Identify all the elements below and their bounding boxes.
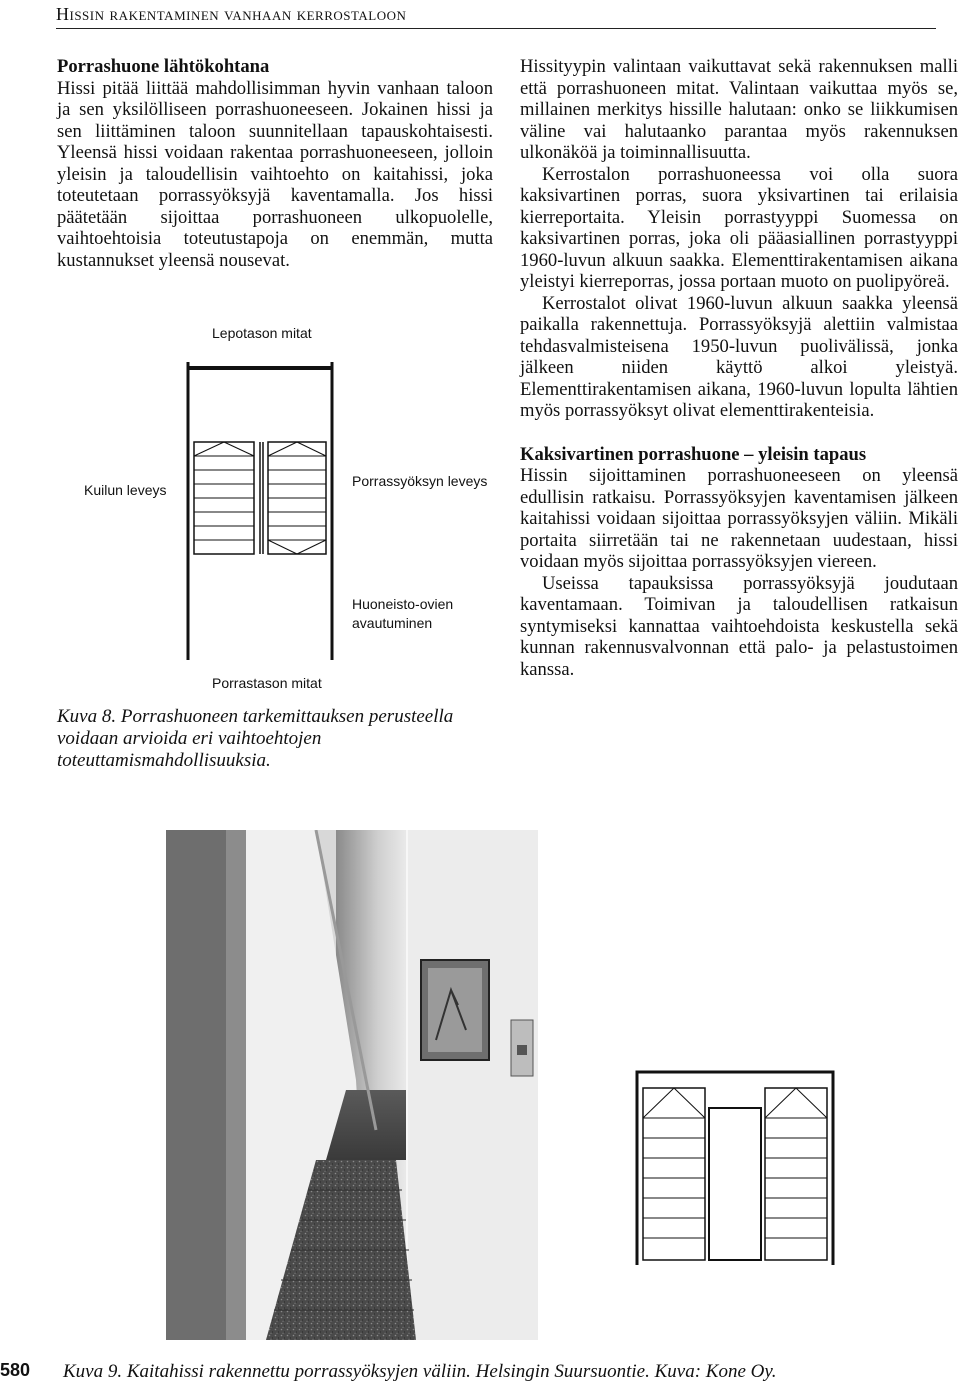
diagram-label-landing: Lepotason mitat (212, 325, 312, 341)
plan2-stair-flight-left (643, 1088, 705, 1260)
plan2-elevator-shaft (709, 1108, 761, 1260)
plan2-stair-flight-right (765, 1088, 827, 1260)
body-paragraph: Hissi pitää liittää mahdollisimman hyvin vanhaan taloon ja sen yksilölliseen porrashuoneeseen. Jokainen hissi ja sen liittäminen taloon suunnitellaan tapauskohtaisesti. Yleensä hissi voidaan rakentaa porrashuoneeseen, jolloin yleisin ja taloudellisin vaihtoehto on kaitahissi, joka toteutetaan porrassyöksyjä kaventamalla. Jos hissi päätetään sijoittaa porrashuoneen ulkopuolelle, vaihtoehtoisia toteutustapoja on enemmän, mutta kustannukset yleensä nousevat. (57, 77, 493, 271)
diagram-label-floor-level: Porrastason mitat (212, 675, 322, 691)
elevator-plan-diagram (635, 1070, 835, 1270)
body-paragraph-2: Kerrostalon porrashuoneessa voi olla suora kaksivartinen porras, suora yksivartinen tai erilaisia kierreportaita. Yleisin porrastyyppi Suomessa on kaksivartinen porras, joka oli pääasiallinen porrastyyppi 1960-luvun alkuun saakka. Elementtirakentamisen aikana yleistyi kierreporras, jossa portaan muoto on puolipyöreä. (520, 163, 958, 292)
body-paragraph-4: Hissin sijoittaminen porrashuoneeseen on yleensä edullisin ratkaisu. Porrassyöksyjen kaventamisen jälkeen kaitahissi voidaan sijoittaa porrassyöksyjen väliin. Mikäli portaita siirretään tai ne rakennetaan uudestaan, hissi voidaan myös sijoittaa porrassyöksyjen viereen. (520, 465, 958, 572)
body-paragraph-3: Kerrostalot olivat 1960-luvun alkuun saakka yleensä paikalla rakennettuja. Porrassyöksyjä alettiin valmistaa tehdasvalmisteisena 1950-luvun puolivälissä, jonka jälkeen niiden käyttö alkoi yleistyä. Elementtirakentamisen aikana, 1960-luvun lopulta lähtien myös porrassyöksyt olivat elementtirakenteisia. (520, 292, 958, 421)
figure-9-caption: Kuva 9. Kaitahissi rakennettu porrassyöksyjen väliin. Helsingin Suursuontie. Kuva: Kone Oy. (63, 1361, 777, 1382)
body-paragraph-5: Useissa tapauksissa porrassyöksyjä joudutaan kaventamaan. Toimivan ja taloudellisen ratkaisun syntymiseksi kannattaa vaihtoehdoista keskustella sekä kunnan rakennusvalvonnan että palo- ja pelastustoimen kanssa. (520, 572, 958, 680)
running-header: Hissin rakentaminen vanhaan kerrostaloon (56, 4, 936, 29)
diagram-label-flight-width: Porrassyöksyn leveys (352, 473, 488, 489)
section-heading-2: Kaksivartinen porrashuone – yleisin tapaus (520, 443, 867, 465)
section-heading: Porrashuone lähtökohtana (57, 56, 270, 77)
body-paragraph-1: Hissityypin valintaan vaikuttavat sekä rakennuksen malli että porrashuoneen mitat. Valintaan vaikuttaa myös se, millainen merkitys hissille halutaan: onko se liikkumisen väline vai halutaanko parantaa myös rakennuksen ulkonäköä ja toiminnallisuutta. (520, 56, 958, 163)
page-number: 580 (0, 1360, 31, 1380)
photo-glass-wall (396, 830, 538, 1340)
diagram-label-shaft-width: Kuilun leveys (84, 482, 167, 498)
right-column (520, 56, 958, 680)
plan2-outer-wall (637, 1072, 833, 1265)
figure-8-caption: Kuva 8. Porrashuoneen tarkemittauksen perusteella voidaan arvioida eri vaihtoehtojen toteuttamismahdollisuuksia. (57, 706, 454, 771)
staircase-plan-diagram (180, 360, 360, 670)
diagram-label-door-swing: Huoneisto-ovien avautuminen (352, 596, 454, 631)
left-column (57, 56, 493, 271)
stairwell-photo (166, 830, 538, 1340)
